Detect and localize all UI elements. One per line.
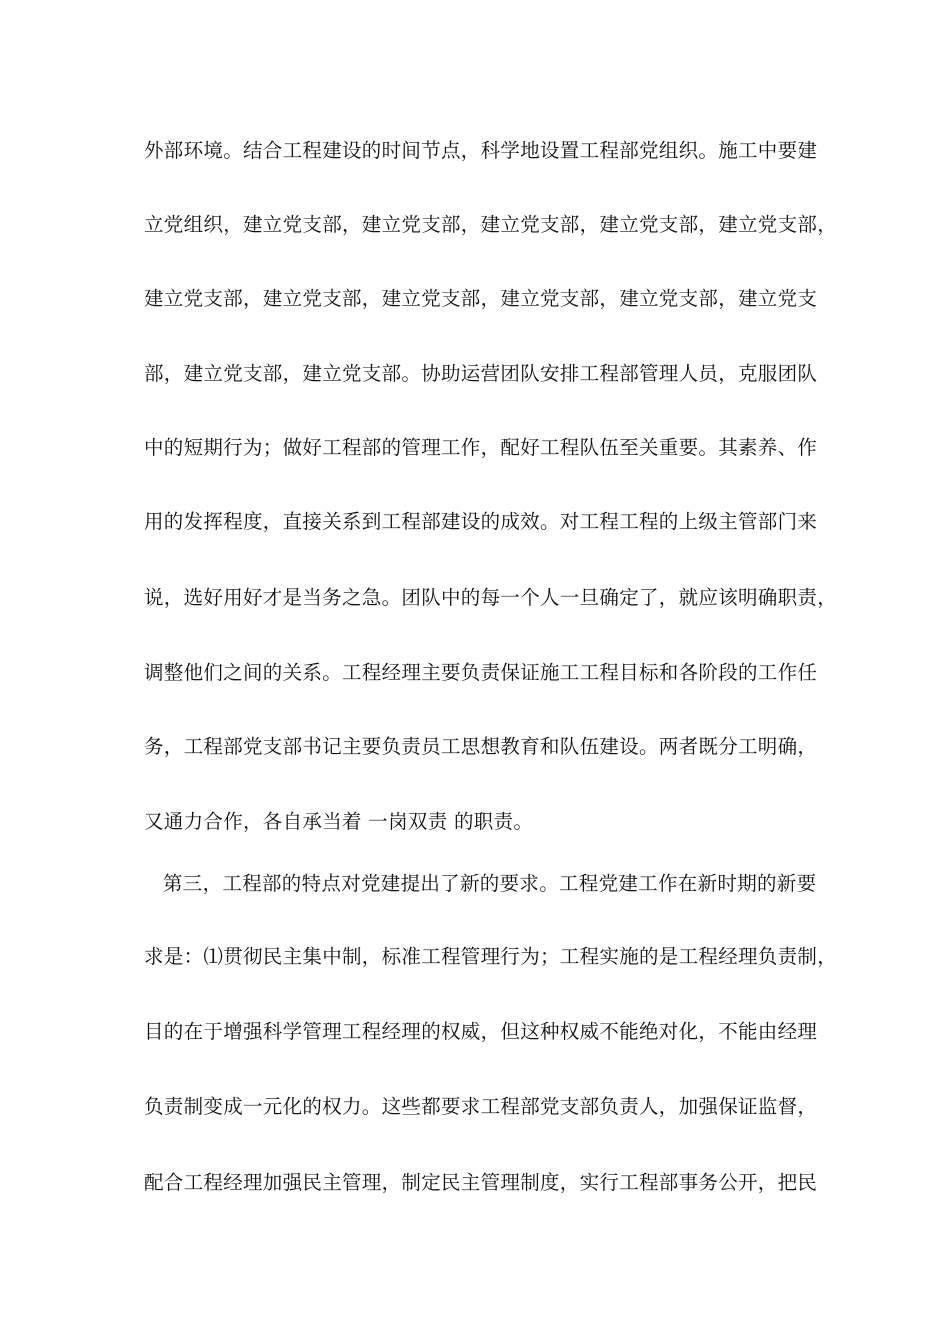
- text-line-3: 建立党支部，建立党支部，建立党支部，建立党支部，建立党支部，建立党支: [144, 287, 818, 310]
- text-line-14: 负责制变成一元化的权力。这些都要求工程部党支部负责人，加强保证监督，: [144, 1095, 818, 1118]
- text-line-4: 部，建立党支部，建立党支部。协助运营团队安排工程部管理人员，克服团队: [144, 362, 818, 385]
- text-line-13: 目的在于增强科学管理工程经理的权威，但这种权威不能绝对化，不能由经理: [144, 1020, 818, 1043]
- paragraph-start-line: 第三，工程部的特点对党建提出了新的要求。工程党建工作在新时期的新要: [163, 872, 817, 895]
- text-line-5: 中的短期行为；做好工程部的管理工作，配好工程队伍至关重要。其素养、作: [144, 436, 818, 459]
- text-line-10: 又通力合作，各自承当着 一岗双责 的职责。: [144, 810, 534, 833]
- text-line-2: 立党组织，建立党支部，建立党支部，建立党支部，建立党支部，建立党支部，: [144, 213, 838, 236]
- text-line-9: 务，工程部党支部书记主要负责员工思想教育和队伍建设。两者既分工明确，: [144, 735, 818, 758]
- text-line-7: 说，选好用好才是当务之急。团队中的每一个人一旦确定了，就应该明确职责，: [144, 586, 838, 609]
- text-line-6: 用的发挥程度，直接关系到工程部建设的成效。对工程工程的上级主管部门来: [144, 510, 818, 533]
- text-line-1: 外部环境。结合工程建设的时间节点，科学地设置工程部党组织。施工中要建: [144, 139, 818, 162]
- text-line-15: 配合工程经理加强民主管理，制定民主管理制度，实行工程部事务公开，把民: [144, 1171, 818, 1194]
- text-line-12: 求是：⑴贯彻民主集中制，标准工程管理行为；工程实施的是工程经理负责制，: [144, 945, 838, 968]
- text-line-8: 调整他们之间的关系。工程经理主要负责保证施工工程目标和各阶段的工作任: [144, 661, 818, 684]
